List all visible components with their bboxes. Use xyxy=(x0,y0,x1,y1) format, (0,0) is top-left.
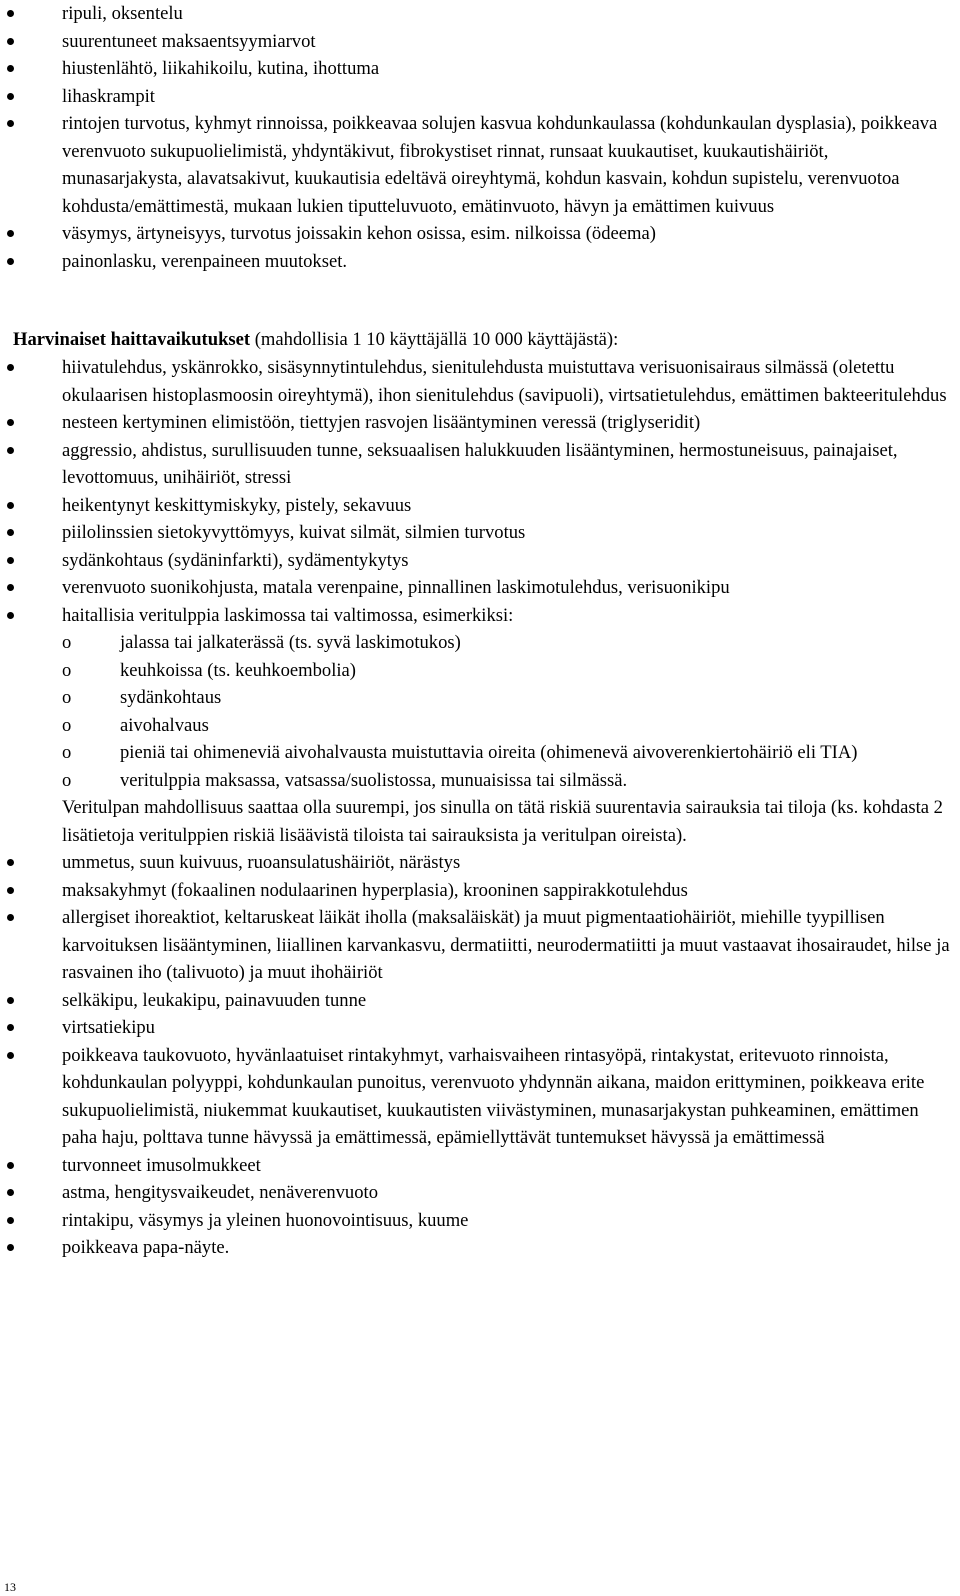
list-item: hiivatulehdus, yskänrokko, sisäsynnytintulehdus, sienitulehdusta muistuttava verisuonisairaus silmässä (oletettu okulaarisen histoplasmoosin oireyhtymä), ihon sienitulehdus (savipuoli), virtsatietulehdus, emättimen bakteeritulehdus xyxy=(0,354,950,409)
sublist-item-text: sydänkohtaus xyxy=(120,687,222,708)
rare-side-effects-heading xyxy=(13,326,618,354)
clot-item-text: haitallisia veritulppia laskimossa tai valtimossa, esimerkiksi: xyxy=(62,604,514,626)
list-item: rintojen turvotus, kyhmyt rinnoissa, poikkeavaa solujen kasvua kohdunkaulassa (kohdunkaulan dysplasia), poikkeava verenvuoto sukupuolielimistä, yhdyntäkivut, fibrokystiset rinnat, runsaat kuukautiset, kuukautishäiriöt, munasarjakysta, alavatsakivut, kuukautisia edeltävä oireyhtymä, kohdun kasvain, kohdun supistelu, verenvuotoa kohdusta/emättimestä, mukaan lukien tiputteluvuoto, emätinvuoto, hävyn ja emättimen kuivuus xyxy=(0,110,950,220)
list-item: sydänkohtaus (sydäninfarkti), sydämentykytys xyxy=(0,547,950,575)
list-item: virtsatiekipu xyxy=(0,1014,950,1042)
list-item: maksakyhmyt (fokaalinen nodulaarinen hyperplasia), krooninen sappirakkotulehdus xyxy=(0,877,950,905)
sub-bullet-marker: o xyxy=(62,632,72,653)
list-item: allergiset ihoreaktiot, keltaruskeat läikät iholla (maksaläiskät) ja muut pigmentaatiohäiriöt, miehille tyypillisen karvoituksen lisääntyminen, liiallinen karvankasvu, dermatiitti, neurodermatiitti ja muut vastaavat ihosairaudet, hilse ja rasvainen iho (talivuoto) ja muut ihohäiriöt xyxy=(0,904,950,987)
list-item: hiustenlähtö, liikahikoilu, kutina, ihottuma xyxy=(0,55,950,83)
list-item: selkäkipu, leukakipu, painavuuden tunne xyxy=(0,987,950,1015)
sublist-item xyxy=(62,712,950,740)
list-item: ummetus, suun kuivuus, ruoansulatushäiriöt, närästys xyxy=(0,849,950,877)
sublist-item xyxy=(62,684,950,712)
side-effects-list-common xyxy=(0,0,950,275)
sublist-item-text: pieniä tai ohimeneviä aivohalvausta muistuttavia oireita (ohimenevä aivoverenkiertohäiriö eli TIA) xyxy=(120,742,858,763)
list-item: astma, hengitysvaikeudet, nenäverenvuoto xyxy=(0,1179,950,1207)
list-item: verenvuoto suonikohjusta, matala verenpaine, pinnallinen laskimotulehdus, verisuonikipu xyxy=(0,574,950,602)
sub-bullet-marker: o xyxy=(62,714,72,736)
rare-heading-bold: Harvinaiset haittavaikutukset xyxy=(13,329,251,350)
list-item: väsymys, ärtyneisyys, turvotus joissakin kehon osissa, esim. nilkoissa (ödeema) xyxy=(0,220,950,248)
list-item-blood-clots xyxy=(0,602,950,850)
sublist-item-text: veritulppia maksassa, vatsassa/suolistossa, munuaisissa tai silmässä. xyxy=(120,769,628,791)
list-item: suurentuneet maksaentsyymiarvot xyxy=(0,28,950,56)
list-item: poikkeava papa-näyte. xyxy=(0,1234,950,1262)
list-item: lihaskrampit xyxy=(0,83,950,111)
clot-sublist xyxy=(62,629,950,794)
list-item: ripuli, oksentelu xyxy=(0,0,950,28)
sublist-item xyxy=(62,739,950,767)
list-item: piilolinssien sietokyvyttömyys, kuivat silmät, silmien turvotus xyxy=(0,519,950,547)
sub-bullet-marker: o xyxy=(62,659,72,681)
list-item: rintakipu, väsymys ja yleinen huonovointisuus, kuume xyxy=(0,1207,950,1235)
list-item: nesteen kertyminen elimistöön, tiettyjen rasvojen lisääntyminen veressä (triglyseridit) xyxy=(0,409,950,437)
page-number: 13 xyxy=(4,1580,16,1594)
sub-bullet-marker: o xyxy=(62,687,72,708)
rare-heading-rest: (mahdollisia 1 10 käyttäjällä 10 000 käyttäjästä): xyxy=(250,329,619,350)
sublist-item-text: jalassa tai jalkaterässä (ts. syvä laskimotukos) xyxy=(120,632,461,653)
sub-bullet-marker: o xyxy=(62,769,72,791)
blood-clot-risk-note: Veritulpan mahdollisuus saattaa olla suurempi, jos sinulla on tätä riskiä suurentavia sairauksia tai tiloja (ks. kohdasta 2 lisätietoja veritulppien riskiä lisäävistä tiloista tai sairauksista ja veritulpan oireista). xyxy=(62,797,943,846)
list-item: heikentynyt keskittymiskyky, pistely, sekavuus xyxy=(0,492,950,520)
side-effects-list-rare xyxy=(0,354,950,1262)
sub-bullet-marker: o xyxy=(62,742,72,763)
list-item: aggressio, ahdistus, surullisuuden tunne, seksuaalisen halukkuuden lisääntyminen, hermostuneisuus, painajaiset, levottomuus, unihäiriöt, stressi xyxy=(0,437,950,492)
list-item: painonlasku, verenpaineen muutokset. xyxy=(0,248,950,276)
sublist-item xyxy=(62,657,950,685)
sublist-item-text: keuhkoissa (ts. keuhkoembolia) xyxy=(120,659,356,681)
list-item: turvonneet imusolmukkeet xyxy=(0,1152,950,1180)
sublist-item xyxy=(62,629,950,657)
sublist-item-text: aivohalvaus xyxy=(120,714,209,736)
list-item: poikkeava taukovuoto, hyvänlaatuiset rintakyhmyt, varhaisvaiheen rintasyöpä, rintakystat, eritevuoto rinnoista, kohdunkaulan polyyppi, kohdunkaulan punoitus, verenvuoto yhdynnän aikana, maidon erittyminen, poikkeava erite sukupuolielimistä, niukemmat kuukautiset, kuukautisten viivästyminen, munasarjakystan puhkeaminen, emättimen paha haju, polttava tunne hävyssä ja emättimessä, epämiellyttävät tuntemukset hävyssä ja emättimessä xyxy=(0,1042,950,1152)
sublist-item xyxy=(62,767,950,795)
